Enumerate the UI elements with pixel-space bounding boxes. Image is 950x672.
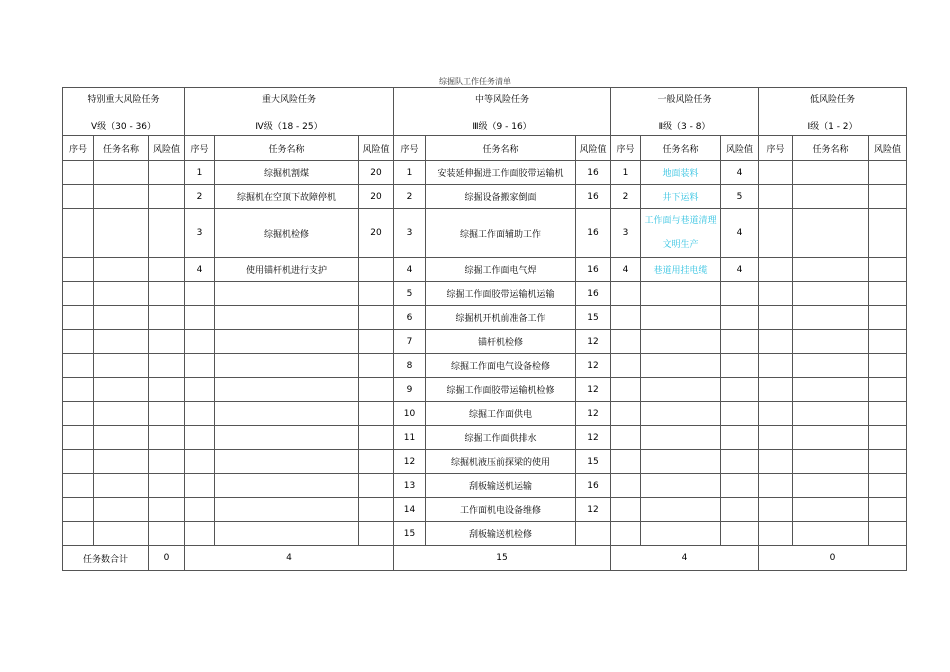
column-header-seq: 序号 bbox=[611, 136, 641, 161]
cell-seq bbox=[185, 402, 215, 426]
cell-seq: 3 bbox=[611, 209, 641, 258]
column-header-name: 任务名称 bbox=[426, 136, 576, 161]
table-row bbox=[63, 185, 907, 209]
cell-risk-value: 5 bbox=[721, 185, 759, 209]
cell-risk-value bbox=[869, 185, 907, 209]
cell-risk-value bbox=[869, 258, 907, 282]
cell-risk-value bbox=[869, 306, 907, 330]
cell-seq: 13 bbox=[394, 474, 426, 498]
cell-task-name: 刮板输送机检修 bbox=[426, 522, 576, 546]
cell-seq bbox=[63, 330, 94, 354]
cell-task-name bbox=[641, 354, 721, 378]
level-header-cell bbox=[185, 88, 394, 136]
cell-seq bbox=[759, 378, 793, 402]
cell-task-name bbox=[94, 378, 149, 402]
cell-seq: 6 bbox=[394, 306, 426, 330]
cell-task-name bbox=[793, 161, 869, 185]
cell-task-name bbox=[641, 522, 721, 546]
cell-seq bbox=[759, 426, 793, 450]
cell-task-name bbox=[793, 450, 869, 474]
cell-seq bbox=[63, 258, 94, 282]
cell-task-name bbox=[94, 522, 149, 546]
cell-seq: 2 bbox=[394, 185, 426, 209]
table-row bbox=[63, 258, 907, 282]
cell-risk-value: 16 bbox=[576, 258, 611, 282]
totals-major: 4 bbox=[185, 546, 394, 571]
cell-seq bbox=[759, 161, 793, 185]
cell-task-name bbox=[793, 185, 869, 209]
totals-low: 0 bbox=[759, 546, 907, 571]
cell-risk-value bbox=[721, 450, 759, 474]
cell-risk-value: 12 bbox=[576, 498, 611, 522]
column-header-seq: 序号 bbox=[63, 136, 94, 161]
cell-risk-value bbox=[149, 474, 185, 498]
level-header-cell bbox=[63, 88, 185, 136]
cell-task-name: 综掘设备搬家倒面 bbox=[426, 185, 576, 209]
table-row bbox=[63, 498, 907, 522]
cell-seq bbox=[185, 474, 215, 498]
cell-risk-value: 16 bbox=[576, 282, 611, 306]
cell-seq bbox=[63, 161, 94, 185]
table-row bbox=[63, 522, 907, 546]
cell-risk-value bbox=[721, 354, 759, 378]
cell-task-name: 安装延伸掘进工作面胶带运输机 bbox=[426, 161, 576, 185]
cell-seq bbox=[611, 522, 641, 546]
cell-task-name bbox=[641, 378, 721, 402]
cell-seq bbox=[185, 330, 215, 354]
cell-risk-value bbox=[149, 161, 185, 185]
cell-seq bbox=[63, 426, 94, 450]
table-row bbox=[63, 282, 907, 306]
cell-seq bbox=[185, 426, 215, 450]
totals-extreme: 0 bbox=[149, 546, 185, 571]
table-row bbox=[63, 450, 907, 474]
column-header-value: 风险值 bbox=[149, 136, 185, 161]
cell-seq: 1 bbox=[185, 161, 215, 185]
cell-task-name: 井下运料 bbox=[641, 185, 721, 209]
cell-seq: 1 bbox=[394, 161, 426, 185]
cell-task-name bbox=[215, 306, 359, 330]
cell-risk-value bbox=[721, 330, 759, 354]
level-range: Ⅳ级（18 - 25） bbox=[255, 121, 323, 132]
cell-risk-value: 20 bbox=[359, 161, 394, 185]
cell-seq bbox=[759, 498, 793, 522]
cell-risk-value: 12 bbox=[576, 378, 611, 402]
cell-task-name bbox=[94, 161, 149, 185]
table-row bbox=[63, 354, 907, 378]
cell-task-name bbox=[641, 426, 721, 450]
cell-task-name bbox=[94, 426, 149, 450]
cell-seq bbox=[63, 402, 94, 426]
cell-seq bbox=[185, 450, 215, 474]
cell-seq: 2 bbox=[185, 185, 215, 209]
cell-task-name bbox=[215, 282, 359, 306]
cell-risk-value: 4 bbox=[721, 161, 759, 185]
totals-label: 任务数合计 bbox=[63, 546, 149, 571]
cell-task-name bbox=[793, 354, 869, 378]
level-range: Ⅲ级（9 - 16） bbox=[472, 121, 532, 132]
document-title: 综掘队工作任务清单 bbox=[439, 77, 511, 86]
cell-task-name: 综掘机检修 bbox=[215, 209, 359, 258]
cell-risk-value: 12 bbox=[576, 330, 611, 354]
cell-seq bbox=[759, 522, 793, 546]
cell-seq bbox=[63, 282, 94, 306]
cell-seq bbox=[63, 306, 94, 330]
cell-task-name bbox=[793, 498, 869, 522]
cell-task-name bbox=[94, 209, 149, 258]
cell-risk-value bbox=[869, 330, 907, 354]
cell-task-name: 综掘工作面胶带运输机运输 bbox=[426, 282, 576, 306]
cell-seq bbox=[185, 522, 215, 546]
level-name: 中等风险任务 bbox=[474, 94, 529, 105]
cell-seq bbox=[611, 282, 641, 306]
level-header-cell bbox=[611, 88, 759, 136]
cell-risk-value: 16 bbox=[576, 161, 611, 185]
cell-risk-value bbox=[721, 426, 759, 450]
column-header-seq: 序号 bbox=[759, 136, 793, 161]
level-range: Ⅴ级（30 - 36） bbox=[90, 121, 157, 132]
cell-task-name bbox=[215, 330, 359, 354]
cell-risk-value bbox=[149, 498, 185, 522]
cell-seq bbox=[759, 354, 793, 378]
cell-seq: 7 bbox=[394, 330, 426, 354]
cell-risk-value bbox=[149, 258, 185, 282]
cell-seq bbox=[611, 354, 641, 378]
level-header-cell bbox=[394, 88, 611, 136]
cell-seq: 8 bbox=[394, 354, 426, 378]
cell-risk-value bbox=[869, 209, 907, 258]
cell-task-name bbox=[641, 450, 721, 474]
cell-task-name bbox=[94, 474, 149, 498]
cell-seq bbox=[611, 498, 641, 522]
cell-risk-value bbox=[359, 354, 394, 378]
level-name: 重大风险任务 bbox=[261, 94, 316, 105]
cell-task-name: 锚杆机检修 bbox=[426, 330, 576, 354]
cell-risk-value: 4 bbox=[721, 258, 759, 282]
cell-risk-value bbox=[149, 402, 185, 426]
cell-seq: 4 bbox=[185, 258, 215, 282]
cell-seq: 3 bbox=[185, 209, 215, 258]
cell-seq bbox=[611, 426, 641, 450]
cell-risk-value bbox=[149, 426, 185, 450]
cell-task-name bbox=[641, 402, 721, 426]
cell-task-name bbox=[94, 330, 149, 354]
cell-seq bbox=[611, 378, 641, 402]
cell-seq: 3 bbox=[394, 209, 426, 258]
totals-row bbox=[63, 546, 907, 571]
cell-risk-value bbox=[869, 426, 907, 450]
cell-task-name: 综掘工作面胶带运输机检修 bbox=[426, 378, 576, 402]
column-header-value: 风险值 bbox=[721, 136, 759, 161]
table-row bbox=[63, 161, 907, 185]
table-row bbox=[63, 426, 907, 450]
cell-task-name bbox=[793, 282, 869, 306]
cell-seq bbox=[63, 474, 94, 498]
cell-risk-value: 16 bbox=[576, 474, 611, 498]
cell-seq bbox=[63, 354, 94, 378]
cell-risk-value bbox=[721, 474, 759, 498]
column-header-name: 任务名称 bbox=[94, 136, 149, 161]
column-header-value: 风险值 bbox=[359, 136, 394, 161]
cell-seq bbox=[63, 522, 94, 546]
cell-risk-value: 16 bbox=[576, 185, 611, 209]
cell-risk-value: 12 bbox=[576, 354, 611, 378]
cell-seq: 9 bbox=[394, 378, 426, 402]
cell-risk-value bbox=[359, 258, 394, 282]
cell-risk-value bbox=[149, 354, 185, 378]
totals-general: 4 bbox=[611, 546, 759, 571]
cell-task-name bbox=[215, 426, 359, 450]
cell-seq: 1 bbox=[611, 161, 641, 185]
column-header-name: 任务名称 bbox=[215, 136, 359, 161]
cell-task-name bbox=[793, 474, 869, 498]
cell-seq bbox=[611, 474, 641, 498]
cell-seq bbox=[759, 209, 793, 258]
cell-task-name bbox=[94, 258, 149, 282]
cell-task-name: 综掘工作面供排水 bbox=[426, 426, 576, 450]
cell-seq bbox=[759, 402, 793, 426]
column-header-seq: 序号 bbox=[185, 136, 215, 161]
cell-seq: 11 bbox=[394, 426, 426, 450]
cell-seq bbox=[759, 474, 793, 498]
level-header-cell bbox=[759, 88, 907, 136]
cell-risk-value bbox=[869, 522, 907, 546]
table-row bbox=[63, 378, 907, 402]
task-table-body bbox=[63, 88, 907, 571]
cell-risk-value bbox=[721, 306, 759, 330]
cell-task-name: 综掘机液压前探梁的使用 bbox=[426, 450, 576, 474]
cell-task-name bbox=[94, 498, 149, 522]
cell-task-name bbox=[793, 306, 869, 330]
cell-risk-value bbox=[149, 185, 185, 209]
cell-seq bbox=[759, 185, 793, 209]
cell-risk-value: 20 bbox=[359, 185, 394, 209]
cell-task-name bbox=[215, 498, 359, 522]
cell-seq bbox=[63, 185, 94, 209]
cell-task-name bbox=[215, 522, 359, 546]
cell-seq bbox=[759, 306, 793, 330]
cell-risk-value bbox=[869, 354, 907, 378]
cell-task-name bbox=[94, 354, 149, 378]
cell-risk-value bbox=[149, 209, 185, 258]
cell-risk-value bbox=[869, 282, 907, 306]
cell-risk-value bbox=[721, 378, 759, 402]
cell-task-name bbox=[793, 402, 869, 426]
cell-seq bbox=[63, 378, 94, 402]
cell-seq bbox=[185, 306, 215, 330]
cell-risk-value bbox=[149, 522, 185, 546]
table-row bbox=[63, 306, 907, 330]
cell-risk-value bbox=[869, 474, 907, 498]
cell-task-name bbox=[215, 402, 359, 426]
cell-risk-value bbox=[359, 378, 394, 402]
cell-risk-value bbox=[149, 450, 185, 474]
cell-risk-value bbox=[359, 522, 394, 546]
cell-task-name bbox=[94, 306, 149, 330]
cell-risk-value: 16 bbox=[576, 209, 611, 258]
cell-task-name bbox=[793, 258, 869, 282]
cell-task-name: 工作面与巷道清理文明生产 bbox=[641, 209, 721, 258]
level-range: Ⅰ级（1 - 2） bbox=[807, 121, 858, 132]
cell-risk-value bbox=[359, 498, 394, 522]
cell-risk-value bbox=[359, 306, 394, 330]
cell-seq bbox=[185, 378, 215, 402]
cell-risk-value bbox=[721, 402, 759, 426]
cell-seq bbox=[185, 282, 215, 306]
cell-task-name: 使用锚杆机进行支护 bbox=[215, 258, 359, 282]
cell-task-name: 工作面机电设备维修 bbox=[426, 498, 576, 522]
column-header-row bbox=[63, 136, 907, 161]
cell-risk-value bbox=[149, 378, 185, 402]
task-table bbox=[62, 87, 907, 571]
column-header-name: 任务名称 bbox=[641, 136, 721, 161]
totals-medium: 15 bbox=[394, 546, 611, 571]
cell-seq bbox=[185, 498, 215, 522]
column-header-seq: 序号 bbox=[394, 136, 426, 161]
cell-risk-value bbox=[869, 378, 907, 402]
cell-risk-value bbox=[721, 522, 759, 546]
cell-task-name bbox=[215, 450, 359, 474]
cell-risk-value: 15 bbox=[576, 306, 611, 330]
cell-risk-value bbox=[359, 402, 394, 426]
level-name: 低风险任务 bbox=[809, 94, 855, 105]
column-header-value: 风险值 bbox=[576, 136, 611, 161]
cell-task-name bbox=[793, 426, 869, 450]
cell-task-name bbox=[641, 474, 721, 498]
cell-task-name bbox=[215, 378, 359, 402]
cell-task-name bbox=[641, 306, 721, 330]
table-row bbox=[63, 209, 907, 258]
cell-seq: 4 bbox=[611, 258, 641, 282]
cell-seq: 15 bbox=[394, 522, 426, 546]
cell-risk-value: 15 bbox=[576, 450, 611, 474]
cell-task-name: 综掘机在空顶下故障停机 bbox=[215, 185, 359, 209]
cell-risk-value bbox=[869, 402, 907, 426]
cell-seq: 2 bbox=[611, 185, 641, 209]
cell-risk-value bbox=[359, 282, 394, 306]
level-name: 一般风险任务 bbox=[657, 94, 712, 105]
level-range: Ⅱ级（3 - 8） bbox=[658, 121, 711, 132]
cell-task-name: 综掘机开机前准备工作 bbox=[426, 306, 576, 330]
cell-risk-value: 12 bbox=[576, 426, 611, 450]
cell-task-name bbox=[641, 330, 721, 354]
column-header-name: 任务名称 bbox=[793, 136, 869, 161]
cell-task-name bbox=[793, 330, 869, 354]
cell-seq: 12 bbox=[394, 450, 426, 474]
cell-seq bbox=[185, 354, 215, 378]
cell-risk-value: 20 bbox=[359, 209, 394, 258]
cell-seq: 14 bbox=[394, 498, 426, 522]
cell-task-name bbox=[793, 209, 869, 258]
cell-task-name bbox=[793, 522, 869, 546]
cell-risk-value bbox=[359, 330, 394, 354]
cell-seq: 5 bbox=[394, 282, 426, 306]
cell-task-name: 综掘机割煤 bbox=[215, 161, 359, 185]
cell-task-name bbox=[793, 378, 869, 402]
cell-risk-value bbox=[359, 426, 394, 450]
cell-risk-value bbox=[869, 161, 907, 185]
cell-risk-value: 12 bbox=[576, 402, 611, 426]
cell-risk-value bbox=[149, 282, 185, 306]
cell-task-name: 刮板输送机运输 bbox=[426, 474, 576, 498]
table-row bbox=[63, 402, 907, 426]
cell-seq bbox=[759, 330, 793, 354]
cell-seq bbox=[759, 450, 793, 474]
cell-seq bbox=[759, 282, 793, 306]
cell-task-name bbox=[641, 282, 721, 306]
cell-seq bbox=[611, 306, 641, 330]
cell-risk-value bbox=[869, 498, 907, 522]
cell-task-name bbox=[94, 282, 149, 306]
cell-risk-value bbox=[576, 522, 611, 546]
column-header-value: 风险值 bbox=[869, 136, 907, 161]
cell-risk-value bbox=[721, 282, 759, 306]
table-row bbox=[63, 474, 907, 498]
cell-risk-value bbox=[869, 450, 907, 474]
cell-risk-value bbox=[721, 498, 759, 522]
cell-task-name bbox=[641, 498, 721, 522]
cell-risk-value bbox=[149, 330, 185, 354]
cell-seq bbox=[63, 209, 94, 258]
cell-task-name: 综掘工作面供电 bbox=[426, 402, 576, 426]
cell-task-name: 综掘工作面电气设备检修 bbox=[426, 354, 576, 378]
cell-task-name bbox=[215, 474, 359, 498]
cell-task-name bbox=[94, 450, 149, 474]
cell-task-name: 巷道用挂电缆 bbox=[641, 258, 721, 282]
cell-task-name bbox=[94, 185, 149, 209]
cell-task-name: 综掘工作面电气焊 bbox=[426, 258, 576, 282]
cell-task-name bbox=[215, 354, 359, 378]
cell-seq bbox=[63, 450, 94, 474]
cell-risk-value bbox=[359, 450, 394, 474]
cell-seq bbox=[611, 330, 641, 354]
cell-risk-value bbox=[359, 474, 394, 498]
level-name: 特别重大风险任务 bbox=[87, 94, 160, 105]
cell-seq bbox=[759, 258, 793, 282]
cell-risk-value: 4 bbox=[721, 209, 759, 258]
cell-seq bbox=[611, 450, 641, 474]
cell-task-name: 地面装料 bbox=[641, 161, 721, 185]
cell-seq bbox=[63, 498, 94, 522]
cell-seq: 4 bbox=[394, 258, 426, 282]
cell-seq: 10 bbox=[394, 402, 426, 426]
level-header-row bbox=[63, 88, 907, 136]
cell-task-name bbox=[94, 402, 149, 426]
cell-task-name: 综掘工作面辅助工作 bbox=[426, 209, 576, 258]
cell-seq bbox=[611, 402, 641, 426]
cell-risk-value bbox=[149, 306, 185, 330]
table-row bbox=[63, 330, 907, 354]
